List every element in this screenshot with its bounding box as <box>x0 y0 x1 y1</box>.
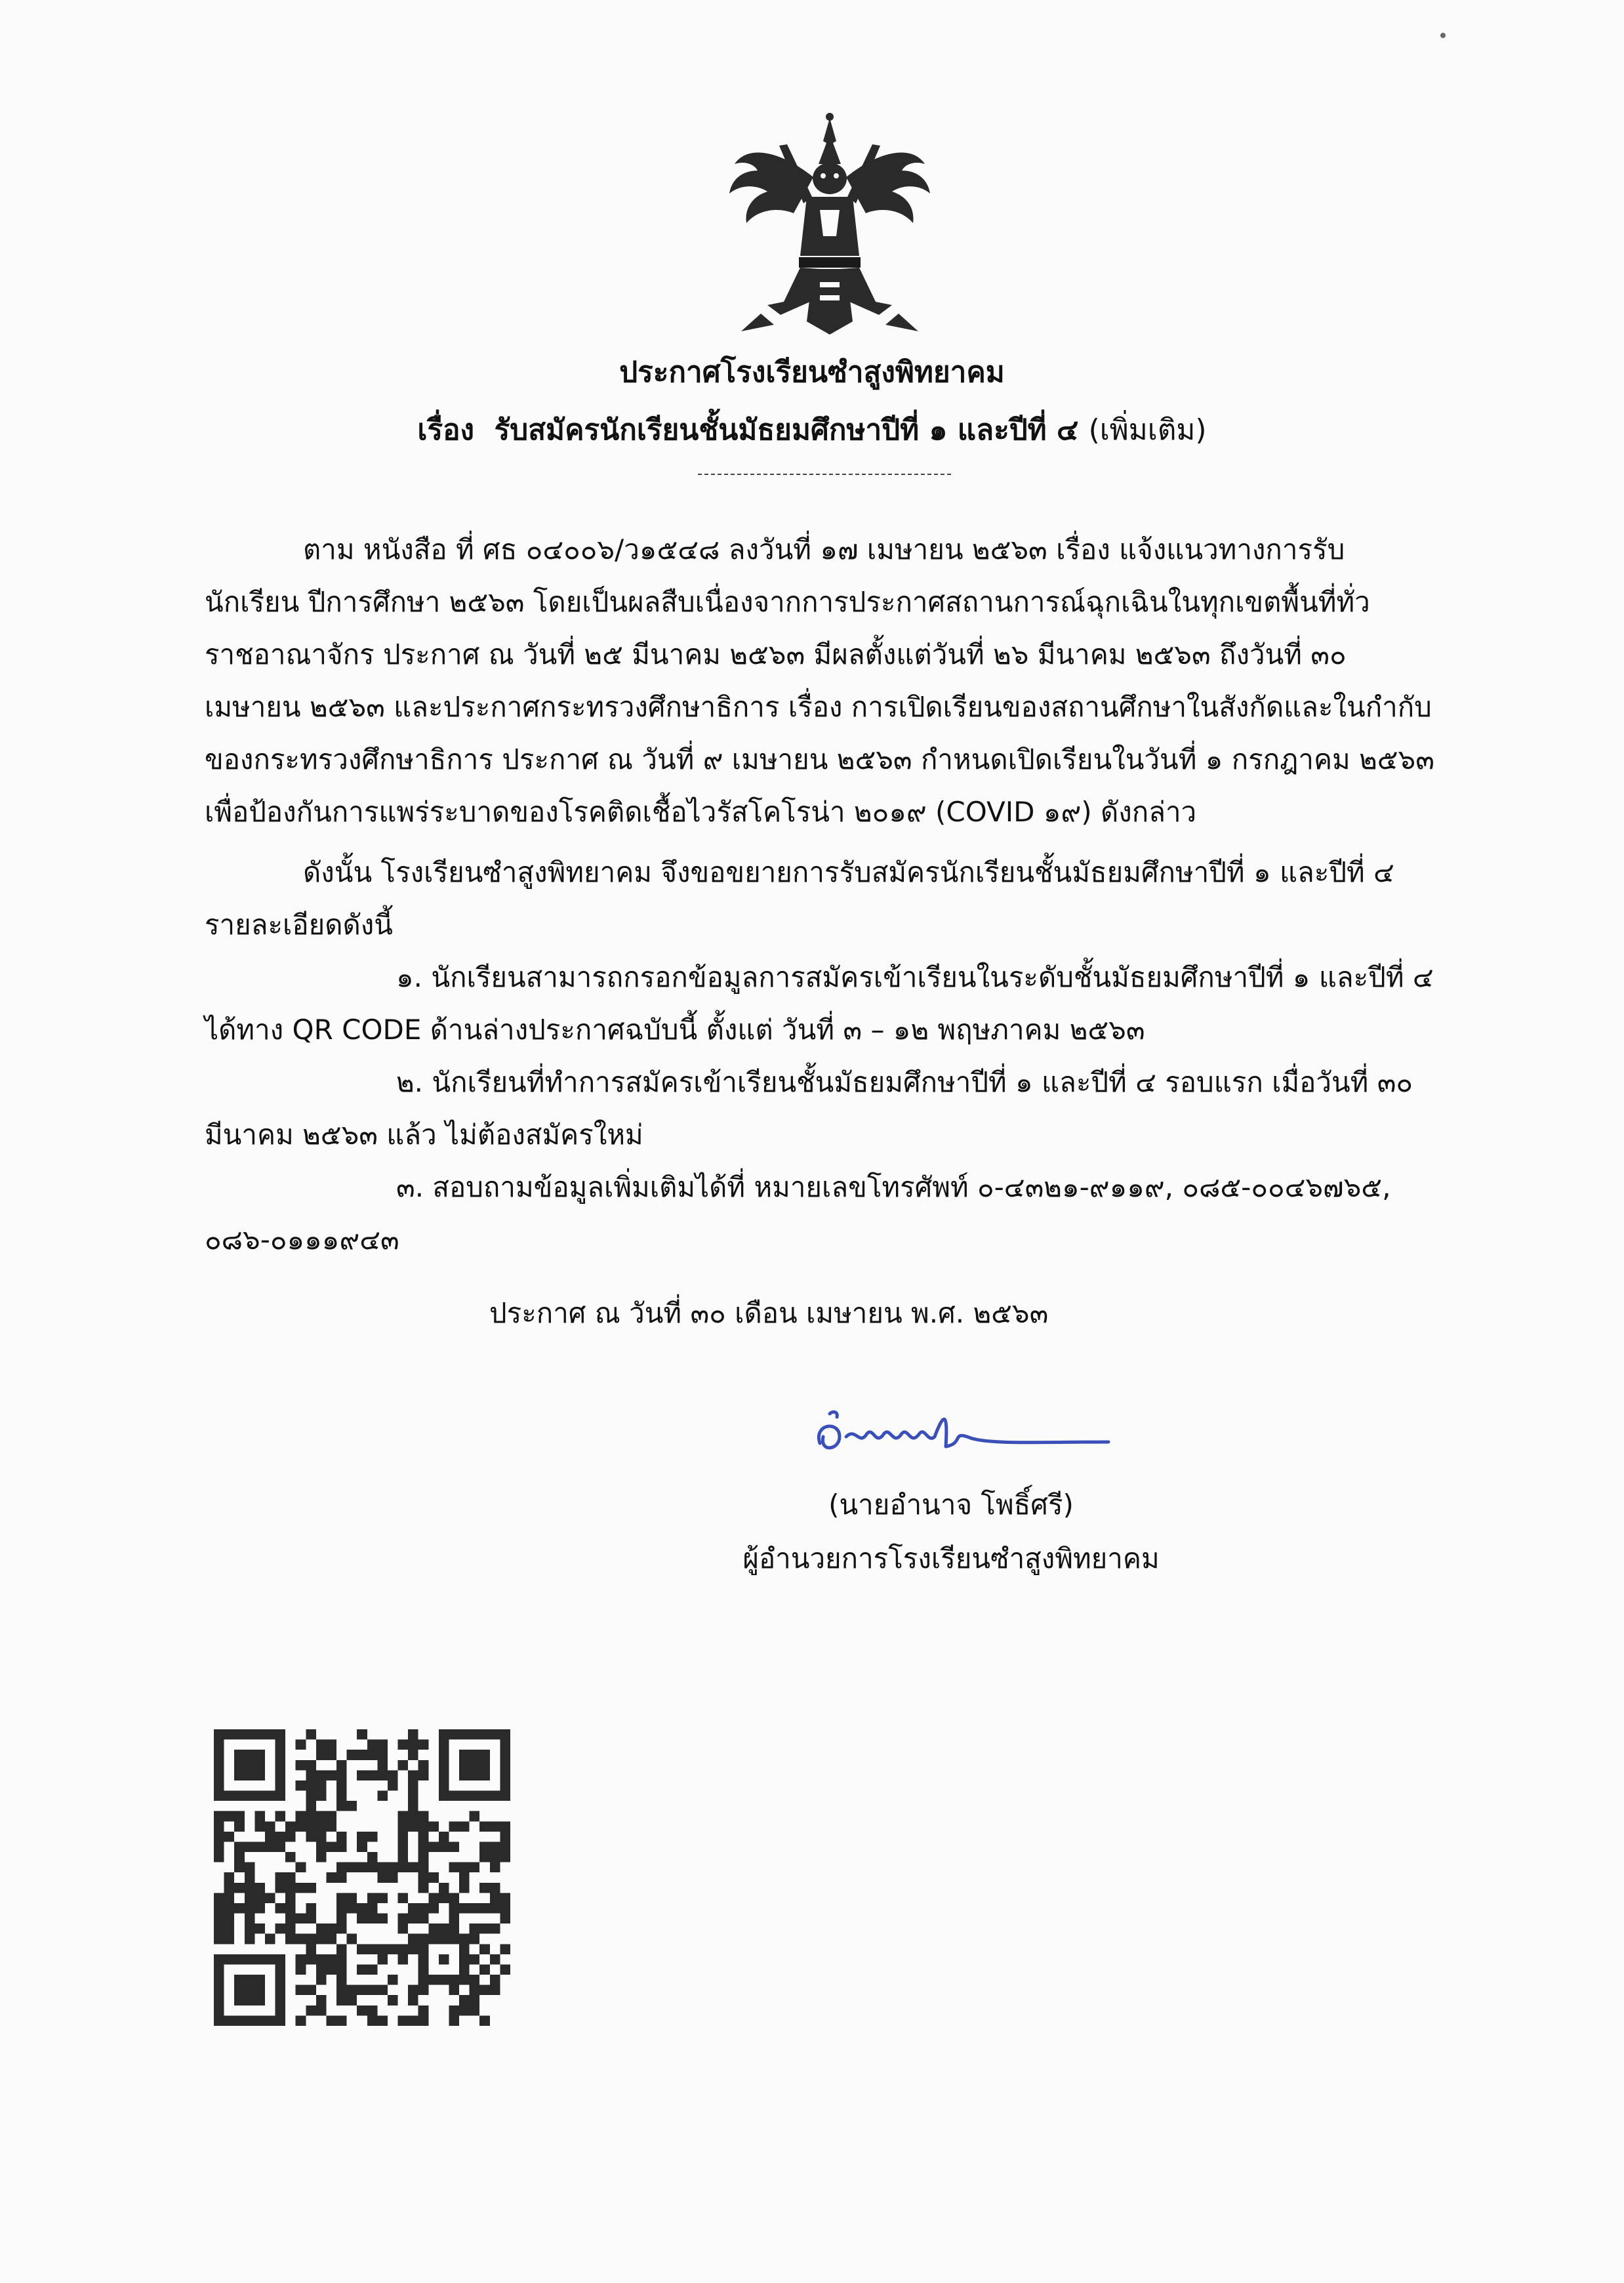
paragraph-reference <box>205 524 1451 838</box>
paragraph-details <box>205 846 1451 1266</box>
list-item-1-cont: ได้ทาง QR CODE ด้านล่างประกาศฉบับนี้ ตั้งแต่ วันที่ ๓ – ๑๒ พฤษภาคม ๒๕๖๓ <box>205 1014 1145 1046</box>
qr-code-icon[interactable] <box>214 1727 510 2028</box>
list-item-3-cont: ๐๘๖-๐๑๑๑๙๔๓ <box>205 1224 399 1256</box>
garuda-emblem-icon <box>721 105 938 341</box>
signer-name: (นายอำนาจ โพธิ์ศรี) <box>828 1489 1074 1521</box>
list-item-2-cont: มีนาคม ๒๕๖๓ แล้ว ไม่ต้องสมัครใหม่ <box>205 1119 643 1151</box>
paragraph-line: ของกระทรวงศึกษาธิการ ประกาศ ณ วันที่ ๙ เมษายน ๒๕๖๓ กำหนดเปิดเรียนในวันที่ ๑ กรกฎาคม ๒๕๖๓ <box>205 743 1434 775</box>
paragraph-line: นักเรียน ปีการศึกษา ๒๕๖๓ โดยเป็นผลสืบเนื่องจากการประกาศสถานการณ์ฉุกเฉินในทุกเขตพื้นที่ทั่ว <box>205 586 1370 618</box>
paragraph-line: ตาม หนังสือ ที่ ศธ ๐๔๐๐๖/ว๑๕๔๘ ลงวันที่ ๑๗ เมษายน ๒๕๖๓ เรื่อง แจ้งแนวทางการรับ <box>303 533 1345 566</box>
announcement-subject <box>0 405 1624 455</box>
paper-mark <box>1440 33 1446 38</box>
title-separator <box>698 474 951 475</box>
announce-date: ประกาศ ณ วันที่ ๓๐ เดือน เมษายน พ.ศ. ๒๕๖๓ <box>489 1297 1049 1329</box>
title-text: ประกาศโรงเรียนซำสูงพิทยาคม <box>619 356 1005 389</box>
signature-icon <box>794 1397 1122 1470</box>
paragraph-line: เพื่อป้องกันการแพร่ระบาดของโรคติดเชื้อไวรัสโคโรน่า ๒๐๑๙ (COVID ๑๙) ดังกล่าว <box>205 796 1197 828</box>
list-item-2: ๒. นักเรียนที่ทำการสมัครเข้าเรียนชั้นมัธยมศึกษาปีที่ ๑ และปีที่ ๔ รอบแรก เมื่อวันที่ ๓๐ <box>396 1066 1413 1098</box>
signer-position: ผู้อำนวยการโรงเรียนซำสูงพิทยาคม <box>742 1542 1160 1574</box>
subject-text: รับสมัครนักเรียนชั้นมัธยมศึกษาปีที่ ๑ และปีที่ ๔ <box>494 413 1079 447</box>
paragraph-line: ดังนั้น โรงเรียนซำสูงพิทยาคม จึงขอขยายการรับสมัครนักเรียนชั้นมัธยมศึกษาปีที่ ๑ และปีที่ ๔ <box>303 856 1394 888</box>
subject-prefix: เรื่อง <box>417 413 474 447</box>
announcement-title <box>0 348 1624 398</box>
list-item-1: ๑. นักเรียนสามารถกรอกข้อมูลการสมัครเข้าเรียนในระดับชั้นมัธยมศึกษาปีที่ ๑ และปีที่ ๔ <box>396 961 1434 993</box>
list-item-3: ๓. สอบถามข้อมูลเพิ่มเติมได้ที่ หมายเลขโทรศัพท์ ๐-๔๓๒๑-๙๑๑๙, ๐๘๕-๐๐๔๖๗๖๕, <box>396 1171 1391 1203</box>
paragraph-line: รายละเอียดดังนี้ <box>205 909 394 941</box>
subject-suffix: (เพิ่มเติม) <box>1088 413 1207 447</box>
paragraph-line: เมษายน ๒๕๖๓ และประกาศกระทรวงศึกษาธิการ เรื่อง การเปิดเรียนของสถานศึกษาในสังกัดและในกำกับ <box>205 691 1432 723</box>
paragraph-line: ราชอาณาจักร ประกาศ ณ วันที่ ๒๕ มีนาคม ๒๕๖๓ มีผลตั้งแต่วันที่ ๒๖ มีนาคม ๒๕๖๓ ถึงวันที่ ๓๐ <box>205 638 1347 670</box>
